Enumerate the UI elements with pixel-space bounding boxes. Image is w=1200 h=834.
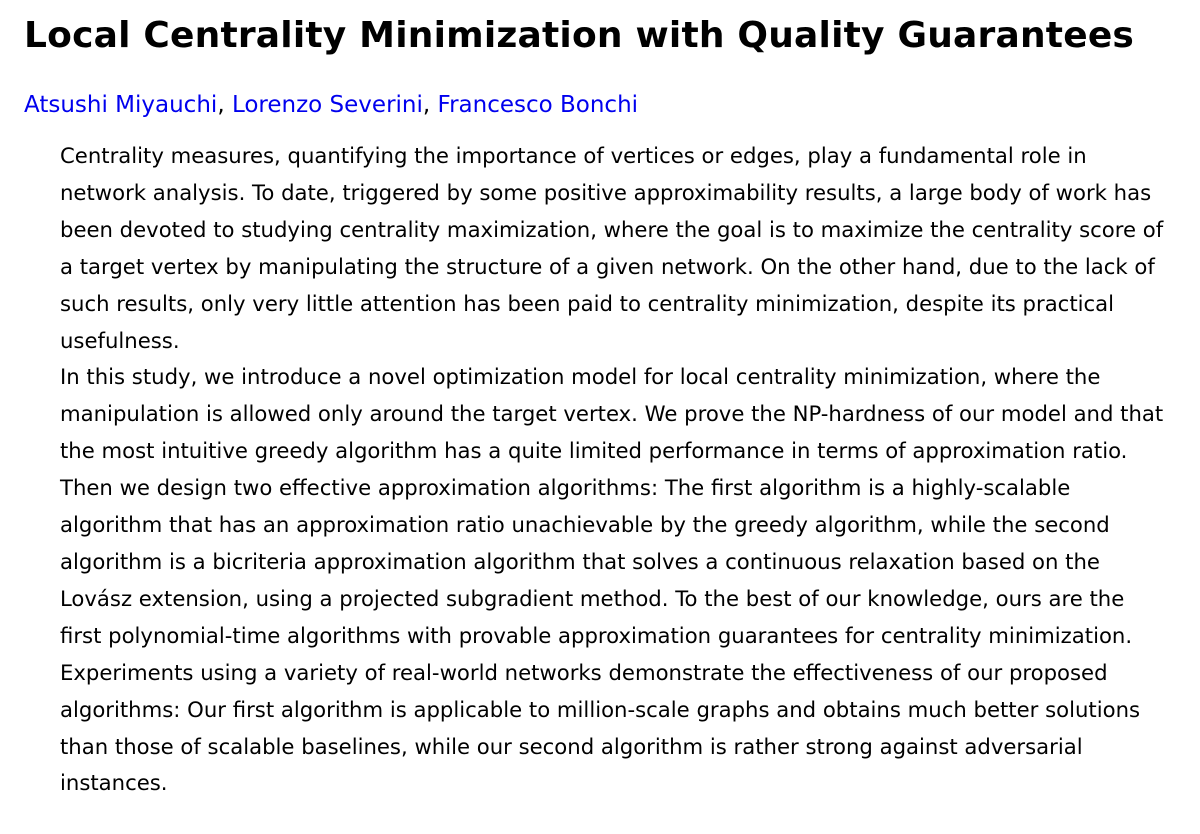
- author-separator: ,: [217, 92, 232, 118]
- paper-title: Local Centrality Minimization with Quality Guarantees: [24, 15, 1135, 56]
- author-link[interactable]: Lorenzo Severini: [231, 92, 423, 118]
- abstract-paragraph: Centrality measures, quantifying the importance of vertices or edges, play a fundamental role in network analysis. To date, triggered by some positive approximability results, a large body of work has been devoted to studying centrality maximization, where the goal is to maximize the centrality score of a target vertex by manipulating the structure of a given network. On the other hand, due to the lack of such results, only very little attention has been paid to centrality minimization, despite its practical usefulness.: [60, 143, 1164, 353]
- abstract-paragraph: In this study, we introduce a novel optimization model for local centrality minimization, where the manipulation is allowed only around the target vertex. We prove the NP-hardness of our model and that the most intuitive greedy algorithm has a quite limited performance in terms of approximation ratio. Then we design two effective approximation algorithms: The first algorithm is a highly-scalable algorithm that has an approximation ratio unachievable by the greedy algorithm, while the second algorithm is a bicriteria approximation algorithm that solves a continuous relaxation based on the Lovász extension, using a projected subgradient method. To the best of our knowledge, ours are the first polynomial-time algorithms with provable approximation guarantees for centrality minimization. Experiments using a variety of real-world networks demonstrate the effectiveness of our proposed algorithms: Our first algorithm is applicable to million-scale graphs and obtains much better solutions than those of scalable baselines, while our second algorithm is rather strong against adversarial instances.: [60, 364, 1164, 796]
- author-separator: ,: [422, 92, 438, 118]
- author-link[interactable]: Atsushi Miyauchi: [24, 92, 218, 118]
- author-link[interactable]: Francesco Bonchi: [437, 92, 639, 118]
- abstract: [60, 138, 1164, 802]
- author-list: [24, 90, 1176, 120]
